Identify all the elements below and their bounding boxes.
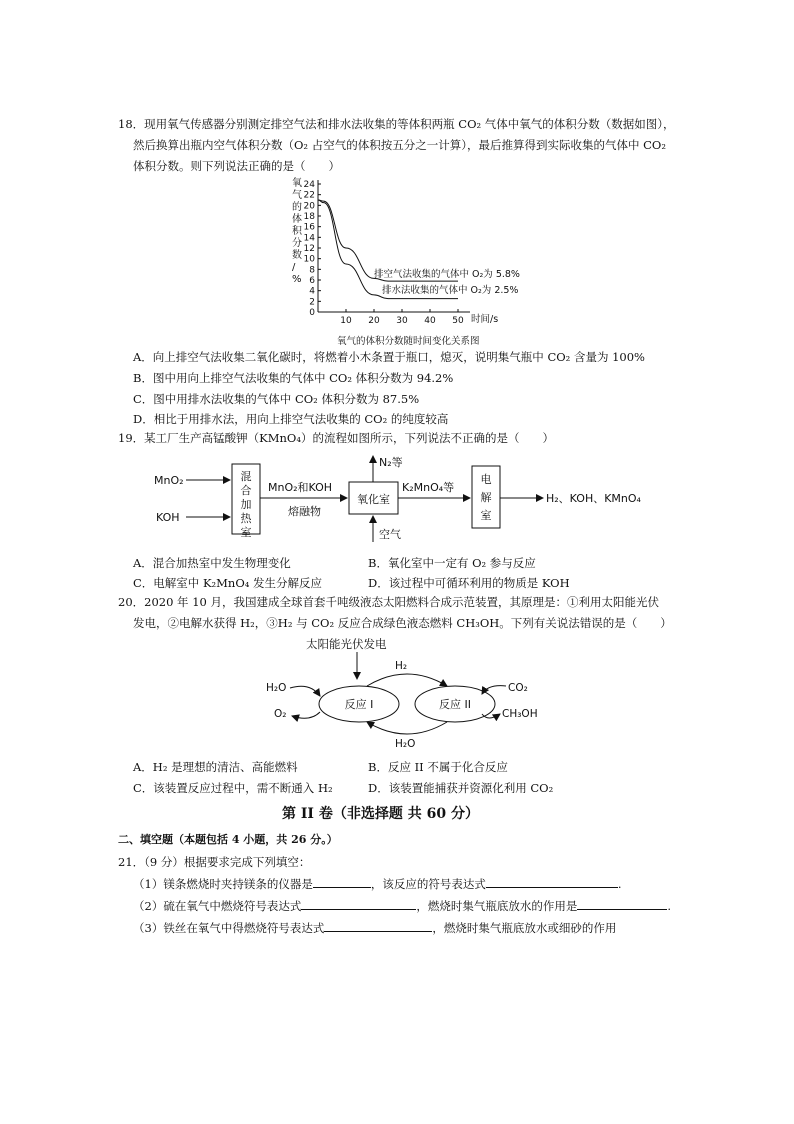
series-label-1: 排空气法收集的气体中 O₂为 5.8% [374,269,520,280]
y-tick-label: 2 [309,297,315,308]
y-tick-label: 20 [303,201,315,212]
q18-option-c: C．图中用排水法收集的气体中 CO₂ 体积分数为 87.5% [133,392,420,406]
q18-option-b: B．图中用向上排空气法收集的气体中 CO₂ 体积分数为 94.2% [133,371,454,385]
series-line-2 [318,200,458,299]
input-mno2: MnO₂ [154,474,184,487]
y-tick-label: 16 [303,222,315,233]
output-label: H₂、KOH、KMnO₄ [546,492,641,505]
q21-3-blank-equation[interactable] [324,920,432,932]
q18-stem-line3: 体积分数。则下列说法正确的是（ ） [133,159,340,173]
y-axis-title [292,176,303,285]
q21-2-text-b: ，燃烧时集气瓶底放水的作用是 [416,899,578,913]
arrow1-top-label: MnO₂和KOH [268,481,333,494]
q20-stem-line1: 20．2020 年 10 月，我国建成全球首套千吨级液态太阳燃料合成示范装置，其原理是：①利用太阳能光伏 [118,595,659,609]
arrow2-top-label: K₂MnO₄等 [402,481,455,494]
q21-3-text-b: ，燃烧时集气瓶底放水或细砂的作用 [432,921,617,935]
y-tick-label: 24 [303,180,315,190]
q18-option-d: D．相比于用排水法，用向上排空气法收集的 CO₂ 的纯度较高 [133,412,449,426]
q21-1-text-b: ，该反应的符号表达式 [370,877,486,891]
x-tick-label: 10 [340,316,352,326]
electrolysis-box-label: 电解室 [480,473,492,522]
y-tick-label: 10 [303,254,315,265]
q19-option-a: A．混合加热室中发生物理变化 [133,556,291,570]
series-label-2: 排水法收集的气体中 O₂为 2.5% [382,285,519,296]
q20-option-c: C．该装置反应过程中，需不断通入 H₂ [133,781,333,795]
x-tick-label: 40 [424,316,436,326]
input-koh: KOH [156,511,180,524]
x-tick-label: 30 [396,316,408,326]
q20-stem-line2: 发电，②电解水获得 H₂，③H₂ 与 CO₂ 反应合成绿色液态燃料 CH₃OH。下列有关说法错误的是（ ） [133,616,672,630]
chart-caption: 氧气的体积分数随时间变化关系图 [337,336,480,347]
q18-stem-line2: 然后换算出瓶内空气体积分数（O₂ 占空气的体积按五分之一计算），最后推算得到实际收集的气体中 CO₂ [133,138,666,152]
q21-1-blank-instrument[interactable] [313,876,371,888]
air-label: 空气 [379,528,401,541]
q18-option-a: A．向上排空气法收集二氧化碳时，将燃着小木条置于瓶口，熄灭，说明集气瓶中 CO₂ 含量为 100% [133,350,645,364]
o2-out-label: O₂ [274,708,287,720]
oxidation-box-label: 氧化室 [357,493,390,506]
q21-part2 [133,898,671,914]
q19-stem: 19．某工厂生产高锰酸钾（KMnO₄）的流程如图所示，下列说法不正确的是（ ） [118,431,554,445]
x-tick-label: 50 [452,316,464,326]
y-axis-label: 氧气的体积分数/ % [292,178,302,285]
part2-title: 第 II 卷（非选择题 共 60 分） [282,806,479,822]
q20-option-d: D．该装置能捕获并资源化利用 CO₂ [368,781,554,795]
section-fill-in-title: 二、填空题（本题包括 4 小题，共 26 分。） [118,833,338,846]
y-tick-label: 8 [309,265,315,276]
q21-1-blank-equation[interactable] [486,876,618,888]
q20-option-b: B．反应 II 不属于化合反应 [368,760,508,774]
reaction-1-label: 反应 I [344,698,374,711]
h2o-bottom-label: H₂O [395,738,416,750]
y-tick-label: 4 [309,286,315,297]
q21-part1 [133,876,621,892]
q19-option-b: B．氧化室中一定有 O₂ 参与反应 [368,556,536,570]
y-tick-label: 12 [303,244,315,254]
q21-1-text-c: . [617,877,622,891]
q19-option-c: C．电解室中 K₂MnO₄ 发生分解反应 [133,576,323,590]
y-tick-label: 22 [303,190,315,201]
y-tick-label: 14 [303,233,315,244]
mixing-heating-box-label: 混合加热室 [240,470,252,539]
q21-2-blank-equation[interactable] [301,898,416,910]
h2-label: H₂ [395,660,408,672]
q21-2-text-a: （2）硫在氧气中燃烧符号表达式 [133,899,302,913]
q19-flow-diagram [150,448,680,550]
q21-2-text-c: . [667,899,671,913]
q20-option-a: A．H₂ 是理想的清洁、高能燃料 [133,760,298,774]
n2-label: N₂等 [379,456,403,469]
q18-stem-line1: 18．现用氧气传感器分别测定排空气法和排水法收集的等体积两瓶 CO₂ 气体中氧气的体积分数（数据如图）， [118,117,675,131]
y-tick-label: 18 [303,212,315,222]
x-tick-label: 20 [368,316,380,326]
q21-part3 [133,920,616,936]
reaction-2-label: 反应 II [439,698,471,711]
x-axis-title: 时间/s [471,314,499,325]
q19-option-d: D．该过程中可循环利用的物质是 KOH [368,576,570,590]
q21-2-blank-purpose[interactable] [577,898,667,910]
arrow1-bottom-label: 熔融物 [288,505,321,518]
solar-pv-label: 太阳能光伏发电 [306,637,387,651]
q18-chart [282,174,532,350]
q21-1-text-a: （1）镁条燃烧时夹持镁条的仪器是 [133,877,313,891]
q21-3-text-a: （3）铁丝在氧气中得燃烧符号表达式 [133,921,325,935]
ch3oh-out-label: CH₃OH [502,708,538,720]
y-tick-label: 0 [309,308,315,318]
h2o-in-label: H₂O [266,682,287,694]
y-tick-label: 6 [309,276,315,286]
q21-stem: 21．（9 分）根据要求完成下列填空： [118,855,311,869]
co2-in-label: CO₂ [508,682,528,694]
q20-cycle-diagram [262,634,562,754]
